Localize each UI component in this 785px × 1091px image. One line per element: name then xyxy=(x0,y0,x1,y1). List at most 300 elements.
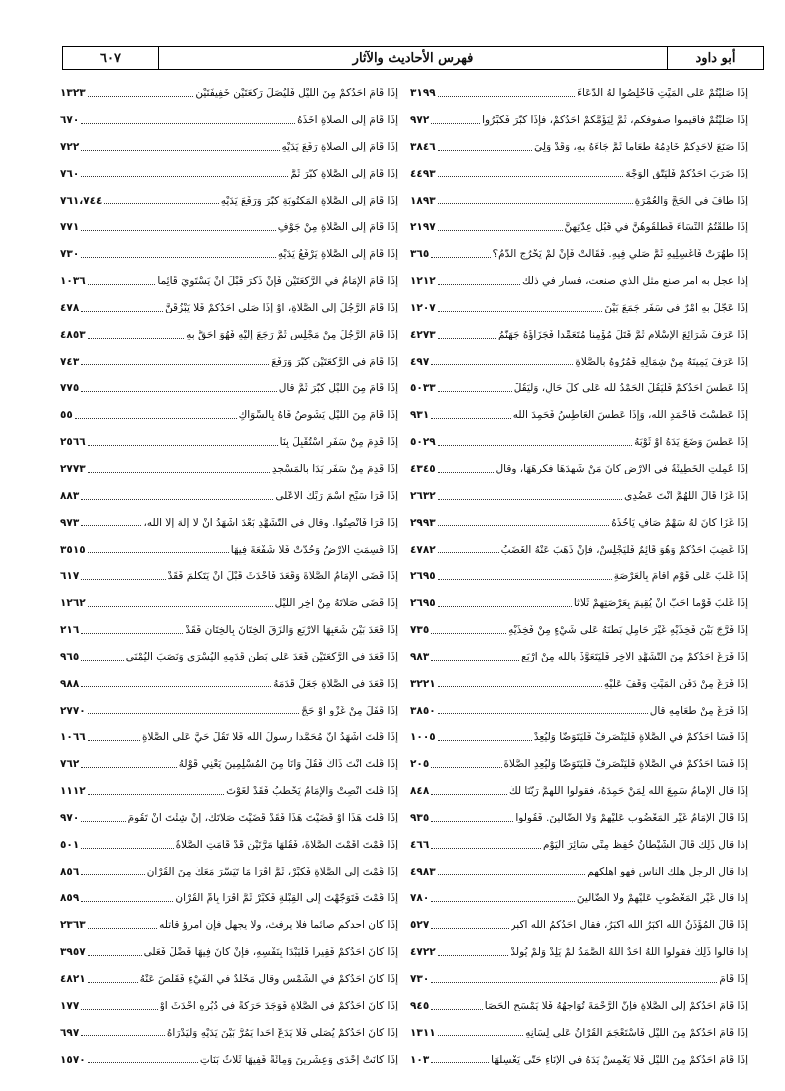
hadith-incipit: إذَا قَامَ أحَدُكُمْ إلى الصَّلاةِ فإنَّ الرَّحْمَةَ تُوَاجِهُهُ فَلا يَمْسَحِ الحَصَا xyxy=(484,1000,748,1012)
index-entry xyxy=(60,885,398,912)
leader-dots xyxy=(438,445,633,446)
hadith-incipit: إذَا قَدِمَ مِنْ سَفَرٍ بَدَأَ بِالمَسْجِدِ xyxy=(271,463,398,475)
hadith-number: ٢٣٦٣ xyxy=(60,919,86,932)
leader-dots xyxy=(104,203,218,204)
leader-dots xyxy=(431,928,508,929)
leader-dots xyxy=(81,848,173,849)
hadith-number: ٢١٩٧ xyxy=(410,221,436,234)
hadith-incipit: إذا قالوا ذَلِكَ فقولوا اللهُ أحَدٌ اللهُ الصَّمَدُ لَمْ يَلِدْ وَلَمْ يُولَدْ xyxy=(510,947,748,958)
leader-dots xyxy=(81,767,177,768)
leader-dots xyxy=(88,955,142,956)
leader-dots xyxy=(431,767,501,768)
hadith-incipit: إذَا قَالَ الإمَامُ غَيْرِ المَغْضُوبِ عَلَيْهِمْ وَلا الضَّالِّينَ. فَقُولُوا xyxy=(515,812,748,824)
hadith-incipit: إذَا عَطَسَ أحَدُكُمْ فَلْيَقُلْ الحَمْدُ لله عَلَى كُلِّ حَالٍ، وَلْيَقُلْ xyxy=(513,383,748,394)
hadith-incipit: إذَا قَامَ أحَدُكُمْ مِنَ اللَّيْلِ فَلا يَغْمِسْ يَدَهُ في الإنَاءِ حَتَّى يَغْسِلَهَا xyxy=(491,1054,748,1066)
hadith-number: ٨٨٣ xyxy=(60,489,80,502)
hadith-incipit: إذَا قُلْتَ أنْتَ ذَاكَ فَقُلْ وَأنَا مِنَ المُسْلِمِينَ يَعْنِي قَوْلَهُ xyxy=(178,759,398,770)
leader-dots xyxy=(438,338,496,339)
leader-dots xyxy=(438,391,512,392)
leader-dots xyxy=(438,150,532,151)
hadith-number: ١٥٧٠ xyxy=(60,1053,86,1066)
hadith-incipit: إذَا قُمْتَ إلَى الصَّلاةِ فَكَبِّرْ، ثُمَّ اقْرَأْ مَا تَيَسَّرَ مَعَكَ مِنَ القُرْآنِ xyxy=(146,866,398,878)
hadith-incipit: إذَا فَسَا أحَدُكُمْ في الصَّلاةِ فَلْيَنْصَرِفْ فَلْيَتَوَضَّأْ وَلْيُعِدْ xyxy=(533,732,748,743)
leader-dots xyxy=(81,311,163,312)
hadith-number: ٧٦١،٧٤٤ xyxy=(60,194,103,207)
leader-dots xyxy=(75,418,237,419)
hadith-incipit: إذَا قَامَ إلَى الصَّلاةِ مِنْ جَوْفِ xyxy=(277,222,398,233)
hadith-number: ٩٣١ xyxy=(410,409,430,422)
hadith-incipit: إذَا كَانَتْ إحْدَى وَعِشْرِينَ وَمِائَةً فَفِيهَا ثَلاثُ بَنَاتِ xyxy=(199,1054,398,1066)
index-entry xyxy=(60,80,398,107)
leader-dots xyxy=(431,633,506,634)
leader-dots xyxy=(438,525,610,526)
leader-dots xyxy=(81,660,123,661)
hadith-number: ٧٨٠ xyxy=(410,892,430,905)
hadith-incipit: إذَا صَنَعَ لأحَدِكُمْ خَادِمُهُ طَعَاماً ثُمَّ جَاءَهُ بِهِ، وَقَدْ وَلِيَ xyxy=(534,141,748,153)
leader-dots xyxy=(438,1035,524,1036)
index-entry xyxy=(410,617,748,644)
index-entry xyxy=(60,617,398,644)
leader-dots xyxy=(88,96,194,97)
index-entry xyxy=(410,375,748,402)
index-entry xyxy=(60,751,398,778)
hadith-number: ٢١٦ xyxy=(60,624,80,637)
hadith-incipit: إذَا قَرَأَ فَأَنْصِتُوا. وقال في التَّشَهُّدِ بَعْدَ أشْهَدُ أنْ لا إلَهَ إلاَّ الله، xyxy=(143,517,398,529)
leader-dots xyxy=(81,230,276,231)
hadith-number: ٤٧٨٢ xyxy=(410,543,436,556)
hadith-incipit: إذَا قَامَ xyxy=(719,974,748,985)
index-entry xyxy=(60,295,398,322)
index-entry xyxy=(410,268,748,295)
leader-dots xyxy=(438,713,648,714)
leader-dots xyxy=(431,821,513,822)
index-entry xyxy=(410,80,748,107)
leader-dots xyxy=(88,1062,198,1063)
hadith-incipit: إذَا صَلَّيْتُمْ فأقيموا صفوفكم، ثُمَّ لِيَؤُمَّكُمْ أحَدُكُمْ، فإذَا كَبَّرَ فَكَبِّرُوا xyxy=(482,115,748,126)
hadith-incipit: إذَا قَامَ إلَى الصَّلاةِ يَرْفَعُ يَدَيْهِ xyxy=(277,249,398,260)
index-title: فهرس الأحاديث والآثار xyxy=(159,47,668,69)
index-entry xyxy=(410,858,748,885)
hadith-incipit: إذَا قَامَ أحَدُكُمْ مِنَ اللَّيْلِ فَلْيُصَلِّ رَكْعَتَيْنِ خَفِيفَتَيْنِ xyxy=(195,88,398,99)
hadith-number: ٩٣٥ xyxy=(410,811,430,824)
leader-dots xyxy=(438,606,572,607)
index-entry xyxy=(60,214,398,241)
leader-dots xyxy=(438,579,612,580)
index-entry xyxy=(410,751,748,778)
page-number: ٦٠٧ xyxy=(63,47,159,69)
index-entry xyxy=(60,724,398,751)
hadith-number: ٥٠٢٩ xyxy=(410,436,436,449)
hadith-incipit: إذَا ضَرَبَ أحَدُكُمْ فَلْيَتَّقِ الوَجْهَ xyxy=(625,168,748,180)
leader-dots xyxy=(431,794,507,795)
leader-dots xyxy=(81,1009,157,1010)
hadith-incipit: إذا قال غَيْرِ المَغْضُوبِ عَلَيْهِمْ ولا الضَّالِّينَ xyxy=(576,893,748,904)
hadith-incipit: إذَا قَدِمَ مِنْ سَفَرٍ اسْتُقْبِلَ بِنَا xyxy=(279,437,398,448)
leader-dots xyxy=(431,1062,489,1063)
leader-dots xyxy=(438,96,575,97)
leader-dots xyxy=(81,579,165,580)
index-entry xyxy=(410,939,748,966)
hadith-number: ٧٣٠ xyxy=(60,248,80,261)
hadith-incipit: إذا قال الرجل هلك الناس فهو أهلكهم xyxy=(587,866,748,878)
hadith-number: ٣٨٥٠ xyxy=(410,704,436,717)
index-entry xyxy=(410,885,748,912)
index-entry xyxy=(410,590,748,617)
index-entry xyxy=(410,107,748,134)
hadith-number: ٦٧٠ xyxy=(60,114,80,127)
hadith-incipit: إذَا عَرَفَ شَرَائِعَ الإسْلامِ ثُمَّ قَتَلَ مُؤْمِناً مُتَعَمِّداً فَجَزَاؤُهُ جَهَنَّمُ xyxy=(498,329,748,341)
index-entry xyxy=(410,671,748,698)
index-entry xyxy=(60,563,398,590)
leader-dots xyxy=(438,230,563,231)
index-entry xyxy=(60,268,398,295)
leader-dots xyxy=(438,740,532,741)
leader-dots xyxy=(81,686,271,687)
index-entry xyxy=(410,912,748,939)
index-entry xyxy=(60,536,398,563)
hadith-number: ١٠٠٥ xyxy=(410,731,436,744)
hadith-number: ٢٩٩٣ xyxy=(410,516,436,529)
leader-dots xyxy=(438,176,624,177)
leader-dots xyxy=(81,364,269,365)
leader-dots xyxy=(81,150,279,151)
leader-dots xyxy=(81,499,273,500)
hadith-incipit: إذَا كَانَ أحَدُكُمْ يُصَلِّي فَلا يَدَعْ أحَداً يَمُرُّ بَيْنَ يَدَيْهِ وَلْيَدْرَأْهُ xyxy=(166,1027,398,1039)
hadith-incipit: إذَا عَطَسَ وَضَعَ يَدَهُ أوْ ثَوْبَهُ xyxy=(634,437,748,448)
index-entry xyxy=(410,456,748,483)
leader-dots xyxy=(81,176,288,177)
hadith-incipit: إذَا غَلَبَ عَلَى قَوْمٍ أقامَ بِالعَرْصَةِ xyxy=(613,571,748,582)
hadith-incipit: إذَا قال الإمامُ سَمِعَ الله لِمَنْ حَمِدَهُ، فقولوا اللهمَّ رَبَّنَا لَكَ xyxy=(509,786,748,797)
leader-dots xyxy=(438,472,494,473)
leader-dots xyxy=(88,338,185,339)
leader-dots xyxy=(438,874,586,875)
hadith-incipit: إذَا قَعَدَ بَيْنَ شُعَبِهَا الأرْبَعِ وَالزَقَ الخِتَانَ بِالخِتَانِ فَقَدْ xyxy=(185,625,398,636)
hadith-number: ٦١٧ xyxy=(60,570,80,583)
hadith-number: ٧٢٢ xyxy=(60,140,80,153)
index-entry xyxy=(60,671,398,698)
index-entry xyxy=(60,107,398,134)
hadith-number: ٣٩٥٧ xyxy=(60,946,86,959)
leader-dots xyxy=(438,203,633,204)
book-title: أبو داود xyxy=(695,50,736,66)
index-entry xyxy=(410,134,748,161)
hadith-incipit: إذَا قَرَأَ سَبِّحِ اسْمَ رَبِّكَ الأعْلَى xyxy=(275,490,398,502)
hadith-number: ٤٨٢١ xyxy=(60,973,86,986)
index-entry xyxy=(410,214,748,241)
leader-dots xyxy=(431,123,480,124)
index-entry xyxy=(410,483,748,510)
hadith-incipit: إذَا قَامَ إلَى الصلاةِ رَفَعَ يَدَيْهِ xyxy=(281,141,398,153)
hadith-number: ١١١٢ xyxy=(60,785,86,798)
hadith-incipit: إذَا فَرَغَ مِنْ دَفْنِ المَيِّتِ وَقَفَ عَلَيْهِ xyxy=(603,678,748,690)
hadith-number: ٩٨٨ xyxy=(60,677,80,690)
hadith-number: ٢٥٦٦ xyxy=(60,436,86,449)
hadith-number: ٨٥٦ xyxy=(60,865,80,878)
leader-dots xyxy=(431,848,541,849)
hadith-incipit: إذَا فَسَا أحَدُكُمْ في الصَّلاةِ فَلْيَنْصَرِفْ فَلْيَتَوَضَّأْ وَلْيُعِدِ الصَّلاةَ xyxy=(503,759,748,770)
hadith-incipit: إذَا كان احدكم صائماً فلا يرفث، ولا يجهل فإن امرؤ قاتله xyxy=(159,920,398,931)
hadith-incipit: إذَا قَامَ الإمَامُ في الرَّكْعَتَيْنِ فَإنْ ذَكَرَ قَبْلَ أنْ يَسْتَوِيَ قَائِماً xyxy=(157,276,398,287)
hadith-number: ٢٦٩٥ xyxy=(410,597,436,610)
leader-dots xyxy=(88,928,157,929)
hadith-incipit: إذَا صَلَّيْتُمْ عَلَى المَيِّتِ فَأَخْلِصُوا لَهُ الدُّعَاءَ xyxy=(577,88,748,99)
leader-dots xyxy=(438,311,603,312)
hadith-incipit: إذَا قَامَ الرَّجُلُ مِنْ مَجْلِسٍ ثُمَّ رَجَعَ إلَيْهِ فَهُوَ أحَقُّ بِهِ xyxy=(186,329,398,341)
hadith-incipit: إذَا قَامَ أحَدُكُمْ مِنَ اللَّيْلِ فَاسْتَعْجَمَ القُرْآنُ عَلَى لِسَانِهِ xyxy=(525,1027,748,1039)
hadith-incipit: إذا عجل به أمر صنع مثل الذي صنعت، فسار في ذلك xyxy=(521,276,748,287)
hadith-number: ١٠٣ xyxy=(410,1053,430,1066)
hadith-incipit: إذَا قَامَ مِنَ اللَّيْلِ يَشُوصُ فَاهُ بِالسِّوَاكِ xyxy=(238,410,398,421)
index-entry xyxy=(410,805,748,832)
hadith-number: ١٢٠٧ xyxy=(410,301,436,314)
index-entry xyxy=(60,697,398,724)
leader-dots xyxy=(438,552,499,553)
leader-dots xyxy=(81,391,276,392)
hadith-number: ١٣١١ xyxy=(410,1026,436,1039)
hadith-number: ٧٦٠ xyxy=(60,167,80,180)
hadith-incipit: إذَا قَامَ في الرَّكْعَتَيْنِ كَبَّرَ وَرَفَعَ xyxy=(271,356,398,368)
leader-dots xyxy=(88,284,156,285)
hadith-incipit: إذَا غَزَا كَانَ لَهُ سَهْمٌ صَافٍ يَأْخُذُهُ xyxy=(611,517,748,529)
leader-dots xyxy=(88,794,224,795)
hadith-number: ٣٢٢١ xyxy=(410,677,436,690)
index-entry xyxy=(410,966,748,993)
leader-dots xyxy=(88,472,270,473)
hadith-incipit: إذَا قُسِمَتِ الأرْضُ وَحُدَّتْ فَلا شُفْعَةَ فِيهَا xyxy=(230,544,398,556)
hadith-number: ٧٧٥ xyxy=(60,382,80,395)
hadith-number: ٩٨٣ xyxy=(410,650,430,663)
hadith-incipit: إذَا قَفَلَ مِنْ غَزْوٍ أوْ حَجٍّ xyxy=(301,705,398,717)
hadith-number: ٢٠٥ xyxy=(410,758,430,771)
leader-dots xyxy=(88,606,273,607)
index-entry xyxy=(410,536,748,563)
hadith-incipit: إذَا فَرَّجَ بَيْنَ فَخِذَيْهِ غَيْرَ حَامِلٍ بَطْنَهُ عَلَى شَيْءٍ مِنْ فَخِذَيْهِ xyxy=(508,625,748,636)
index-entry xyxy=(410,241,748,268)
hadith-number: ٤٢٧٣ xyxy=(410,328,436,341)
hadith-number: ٧٣٠ xyxy=(410,973,430,986)
index-entry xyxy=(60,429,398,456)
hadith-number: ٥٠٣٣ xyxy=(410,382,436,395)
hadith-number: ٣٥١٥ xyxy=(60,543,86,556)
index-entry xyxy=(410,644,748,671)
index-entry xyxy=(60,241,398,268)
leader-dots xyxy=(88,552,229,553)
hadith-incipit: إذَا قَامَ الرَّجُلُ إلَى الصَّلاةِ، أوْ إذَا صَلَّى أحَدُكُمْ فَلا يَبْزُقَنَّ xyxy=(165,302,398,314)
leader-dots xyxy=(88,982,138,983)
hadith-incipit: إذَا كَانَ أحَدُكُمْ فَقِيراً فَلْيَبْدَأْ بِنَفْسِهِ، فإنْ كَانَ فِيهَا فَضْلٌ فَعَلَى xyxy=(143,947,398,958)
index-entry xyxy=(60,805,398,832)
hadith-number: ١٨٩٣ xyxy=(410,194,436,207)
hadith-incipit: إذَا قَامَ إلَى الصَّلاةِ كَبَّرَ ثُمَّ xyxy=(290,168,398,180)
leader-dots xyxy=(81,1035,165,1036)
hadith-incipit: إذَا قُلْتَ أشْهَدُ أنَّ مُحَمَّداً رسولُ الله فَلا تَقُلْ حَيَّ عَلَى الصَّلاةِ xyxy=(142,732,398,743)
index-entry xyxy=(410,993,748,1020)
hadith-number: ٧٦٢ xyxy=(60,758,80,771)
index-entry xyxy=(60,161,398,188)
hadith-incipit: إذَا عَرَفَ يَمِينَهُ مِنْ شِمَالِهِ فَمُرُوهُ بِالصَّلاةِ xyxy=(575,356,748,368)
index-entry xyxy=(60,134,398,161)
index-entry xyxy=(410,697,748,724)
hadith-number: ٧٤٣ xyxy=(60,355,80,368)
leader-dots xyxy=(88,740,140,741)
hadith-number: ٣٨٤٦ xyxy=(410,140,436,153)
index-entry xyxy=(60,966,398,993)
hadith-incipit: إذَا قُلْتَ أنْصِتْ وَالإمَامُ يَخْطُبُ فَقَدْ لَغَوْتَ xyxy=(226,786,398,797)
hadith-number: ٢٧٧٠ xyxy=(60,704,86,717)
hadith-incipit: إذَا كَانَ أحَدُكُمْ في الصَّلاةِ فَوَجَدَ حَرَكَةً في دُبُرِهِ أحْدَثَ أوْ xyxy=(159,1000,398,1012)
hadith-number: ١٣٢٣ xyxy=(60,87,86,100)
hadith-number: ٢٦٣٢ xyxy=(410,489,436,502)
leader-dots xyxy=(438,284,520,285)
index-entry xyxy=(60,993,398,1020)
leader-dots xyxy=(431,1009,483,1010)
leader-dots xyxy=(81,633,183,634)
leader-dots xyxy=(81,901,173,902)
hadith-number: ٥٢٧ xyxy=(410,919,430,932)
hadith-number: ٨٤٨ xyxy=(410,785,430,798)
hadith-number: ١٢٦٢ xyxy=(60,597,86,610)
index-entry xyxy=(60,187,398,214)
hadith-incipit: إذَا قَضَى صَلاتَهُ مِنْ آخِرِ اللَّيْلِ xyxy=(274,598,398,609)
hadith-incipit: إذَا قَضَى الإمَامُ الصَّلاةَ وَقَعَدَ فَأَحْدَثَ قَبْلَ أنْ يَتَكَلَّمَ فَقَدْ xyxy=(167,571,398,582)
hadith-number: ٤٩٨٣ xyxy=(410,865,436,878)
hadith-incipit: إذَا عَطَسْتَ فَاحْمَدِ الله، وَإذَا عَطَسَ العَاطِسُ فَحَمِدَ الله xyxy=(512,410,748,421)
hadith-number: ٢٧٧٣ xyxy=(60,462,86,475)
hadith-number: ٣٦٥ xyxy=(410,248,430,261)
hadith-incipit: إذَا غَزَا قَالَ اللهُمَّ أنْتَ عَضُدِي xyxy=(624,490,748,502)
hadith-number: ١٧٧ xyxy=(60,999,80,1012)
index-entry xyxy=(410,429,748,456)
index-entry xyxy=(60,375,398,402)
index-entry xyxy=(60,348,398,375)
hadith-number: ٤٣٤٥ xyxy=(410,462,436,475)
hadith-number: ٤٩٧ xyxy=(410,355,430,368)
leader-dots xyxy=(81,874,144,875)
hadith-incipit: إذَا قَعَدَ في الرَّكْعَتَيْنِ قَعَدَ عَلَى بَطْنِ قَدَمِهِ اليُسْرَى وَنَصَبَ اليُمْنَى xyxy=(125,651,398,663)
hadith-incipit: إذَا كَانَ أحَدُكُمْ في الشَّمْسِ وقال مَخْلَدٌ في الفَيْءِ فَقَلَصَ عَنْهُ xyxy=(139,974,398,985)
index-entry xyxy=(60,1020,398,1047)
index-entry xyxy=(410,161,748,188)
hadith-incipit: إذا قال ذَلِكَ قَالَ الشَّيْطَانُ حُفِظَ مِنِّي سَائِرَ اليَوْمِ xyxy=(542,839,748,851)
leader-dots xyxy=(88,713,300,714)
index-entry xyxy=(60,939,398,966)
hadith-number: ٧٧١ xyxy=(60,221,80,234)
hadith-incipit: إذَا قُلْتَ هَذَا أوْ قَضَيْتَ هَذَا فَقَدْ قَضَيْتَ صَلاتَكَ، إنْ شِئْتَ أنْ تَقُومَ xyxy=(127,812,398,824)
hadith-incipit: إذَا طَافَ في الحَجِّ وَالعُمْرَةِ xyxy=(634,195,748,207)
index-entry xyxy=(60,483,398,510)
index-entry xyxy=(60,778,398,805)
left-index-column xyxy=(60,80,398,1073)
hadith-number: ٩٤٥ xyxy=(410,999,430,1012)
leader-dots xyxy=(431,660,519,661)
index-entry xyxy=(60,322,398,349)
leader-dots xyxy=(438,499,622,500)
index-entry xyxy=(60,644,398,671)
hadith-incipit: إذَا فَرَغَ مِنْ طَعَامِهِ قال xyxy=(649,705,748,717)
hadith-number: ٩٧٢ xyxy=(410,114,430,127)
leader-dots xyxy=(81,123,295,124)
leader-dots xyxy=(431,901,575,902)
hadith-number: ٤٧٢٢ xyxy=(410,946,436,959)
index-entry xyxy=(410,510,748,537)
leader-dots xyxy=(431,364,573,365)
leader-dots xyxy=(431,257,490,258)
hadith-incipit: إذَا قَامَ مِنَ اللَّيْلِ كَبَّرَ ثُمَّ قال xyxy=(278,383,398,394)
index-entry xyxy=(410,832,748,859)
hadith-number: ٨٥٩ xyxy=(60,892,80,905)
hadith-number: ١٢١٢ xyxy=(410,275,436,288)
hadith-number: ٥٠١ xyxy=(60,838,80,851)
index-entry xyxy=(410,1020,748,1047)
hadith-number: ٣١٩٩ xyxy=(410,87,436,100)
index-entry xyxy=(410,402,748,429)
leader-dots xyxy=(438,686,602,687)
hadith-incipit: إذَا عُمِلَتِ الخَطِيئَةُ في الأرْضِ كَانَ مَنْ شَهِدَهَا فكرهَهَا، وقال xyxy=(495,463,748,475)
hadith-number: ٢٦٩٥ xyxy=(410,570,436,583)
leader-dots xyxy=(81,821,125,822)
hadith-incipit: إذَا قَامَ إلَى الصَّلاةِ المَكْتُوبَةِ كَبَّرَ وَرَفَعَ يَدَيْهِ xyxy=(220,195,398,207)
index-entry xyxy=(410,295,748,322)
leader-dots xyxy=(88,445,278,446)
leader-dots xyxy=(81,257,276,258)
leader-dots xyxy=(81,525,141,526)
index-entry xyxy=(410,187,748,214)
page-header xyxy=(62,46,764,70)
hadith-incipit: إذَا طَلَّقْتُمُ النِّسَاءَ فَطَلِّقُوهُنَّ في قُبُلِ عِدَّتِهِنَّ xyxy=(564,222,748,233)
hadith-number: ٧٣٥ xyxy=(410,624,430,637)
hadith-number: ٦٩٧ xyxy=(60,1026,80,1039)
index-entry xyxy=(410,778,748,805)
hadith-incipit: إذَا قَعَدَ في الصَّلاةِ جَعَلَ قَدَمَهُ xyxy=(273,678,398,690)
hadith-number: ٩٧٣ xyxy=(60,516,80,529)
hadith-number: ٩٦٥ xyxy=(60,650,80,663)
hadith-number: ٤٧٨ xyxy=(60,301,80,314)
leader-dots xyxy=(431,982,717,983)
hadith-incipit: إذَا فَرَغَ أحَدُكُمْ مِنَ التَّشَهُّدِ الآخِرِ فَلْيَتَعَوَّذْ بالله مِنْ أرْبَعٍ xyxy=(521,651,748,663)
hadith-incipit: إذَا قُمْتَ فَتَوَجَّهْتَ إلَى القِبْلَةِ فَكَبِّرْ ثُمَّ اقْرَأْ بِأُمِّ القُرْآنِ xyxy=(175,893,398,904)
hadith-number: ١٠٦٦ xyxy=(60,731,86,744)
leader-dots xyxy=(431,418,511,419)
leader-dots xyxy=(438,955,509,956)
index-entry xyxy=(60,402,398,429)
hadith-number: ١٠٣٦ xyxy=(60,275,86,288)
index-entry xyxy=(410,1046,748,1073)
index-entry xyxy=(60,510,398,537)
hadith-incipit: إذَا غَلَبَ قَوْماً أحَبَّ أنْ يُقِيمَ بِعَرْصَتِهِمْ ثَلاثاً xyxy=(573,598,748,609)
hadith-incipit: إذَا قُمْتَ أقَمْتَ الصَّلاةَ، فَقُلْهَا مَرَّتَيْنِ قَدْ قَامَتِ الصَّلاةُ xyxy=(175,839,398,851)
index-entry xyxy=(410,563,748,590)
index-entry xyxy=(60,1046,398,1073)
index-entry xyxy=(410,348,748,375)
index-entry xyxy=(60,832,398,859)
hadith-incipit: إذَا غَضِبَ أحَدُكُمْ وَهُوَ قَائِمٌ فَلْيَجْلِسْ، فإنْ ذَهَبَ عَنْهُ الغَضَبُ xyxy=(500,544,748,556)
hadith-number: ٤٤٩٣ xyxy=(410,167,436,180)
hadith-incipit: إذَا طَهُرَتْ فَاغْسِلِيهِ ثُمَّ صَلِّي فِيهِ. فَقَالَتْ فَإِنْ لَمْ يَخْرُجِ الدَّمُ؟ xyxy=(492,249,748,260)
hadith-incipit: إذَا قَالَ المُؤَذِّنُ الله أكْبَرُ الله أكْبَرُ، فقال أحَدُكُمُ الله أكبر xyxy=(510,920,748,931)
hadith-incipit: إذَا قَامَ إلَى الصلاةِ أخَذَهُ xyxy=(297,115,398,126)
index-entry xyxy=(60,590,398,617)
hadith-number: ٩٧٠ xyxy=(60,811,80,824)
hadith-number: ٤٦٦ xyxy=(410,838,430,851)
right-index-column xyxy=(410,80,748,1073)
index-entry xyxy=(60,858,398,885)
index-entry xyxy=(410,724,748,751)
hadith-incipit: إذَا عَجَّلَ بِهِ أَمْرٌ في سَفَرٍ جَمَعَ بَيْنَ xyxy=(604,302,748,314)
hadith-number: ٤٨٥٣ xyxy=(60,328,86,341)
hadith-number: ٥٥ xyxy=(60,409,73,422)
index-entry xyxy=(60,912,398,939)
